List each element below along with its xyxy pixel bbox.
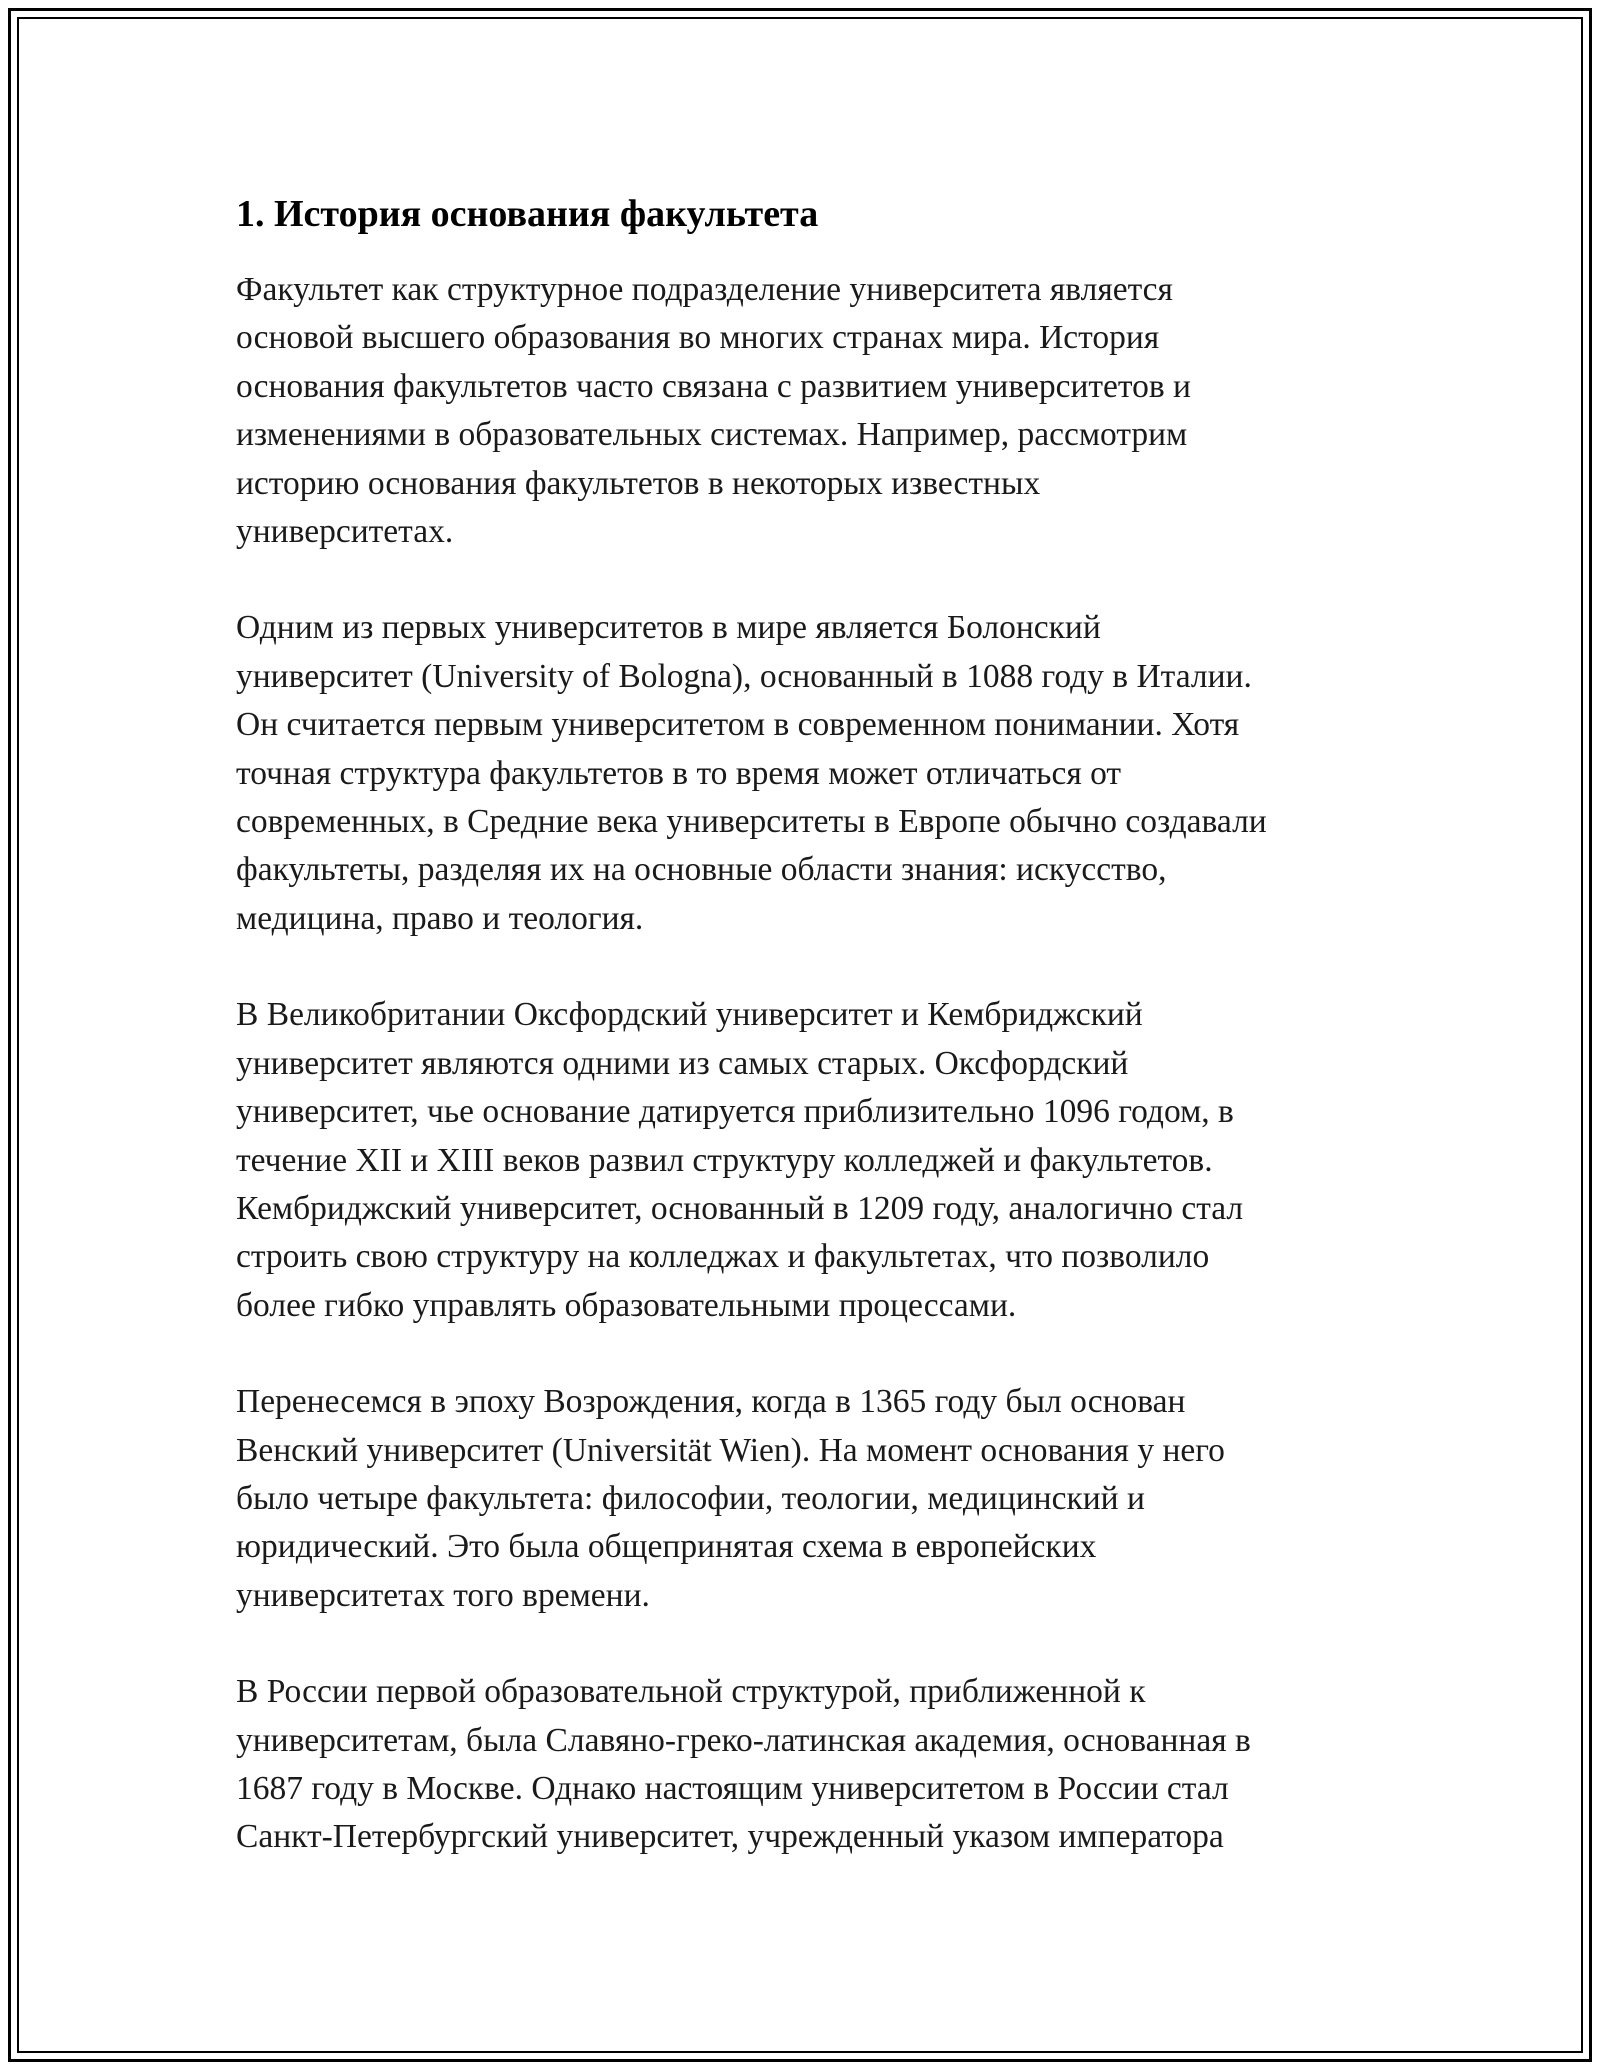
paragraph-bologna: Одним из первых университетов в мире является Болонский университет (University of Bologna), основанный в 1088 году в Италии. Он считается первым университетом в современном понимании. Хотя точная структура факультетов в то время может отличаться от современных, в Средние века университеты в Европе обычно создавали факультеты, разделяя их на основные области знания: искусство, медицина, право и теология. bbox=[236, 609, 1267, 937]
section-heading: 1. История основания факультета bbox=[236, 193, 819, 235]
paragraph-vienna: Перенесемся в эпоху Возрождения, когда в 1365 году был основан Венский университет (Universität Wien). На момент основания у него было четыре факультета: философии, теологии, медицинский и юридический. Это была общепринятая схема в европейских университетах того времени. bbox=[236, 1383, 1225, 1614]
paragraph-intro: Факультет как структурное подразделение университета является основой высшего образования во многих странах мира. История основания факультетов часто связана с развитием университетов и изменениями в образовательных системах. Например, рассмотрим историю основания факультетов в некоторых известных университетах. bbox=[236, 271, 1191, 551]
paragraph-oxford-cambridge: В Великобритании Оксфордский университет и Кембриджский университет являются одними из самых старых. Оксфордский университет, чье основание датируется приблизительно 1096 годом, в течение XII и XIII веков развил структуру колледжей и факультетов. Кембриджский университет, основанный в 1209 году, аналогично стал строить свою структуру на колледжах и факультетах, что позволило более гибко управлять образовательными процессами. bbox=[236, 996, 1244, 1324]
paragraph-russia: В России первой образовательной структурой, приближенной к университетам, была Славяно-греко-латинская академия, основанная в 1687 году в Москве. Однако настоящим университетом в России стал Санкт-Петербургский университет, учрежденный указом императора bbox=[236, 1673, 1251, 1856]
document-body bbox=[236, 188, 1396, 1910]
